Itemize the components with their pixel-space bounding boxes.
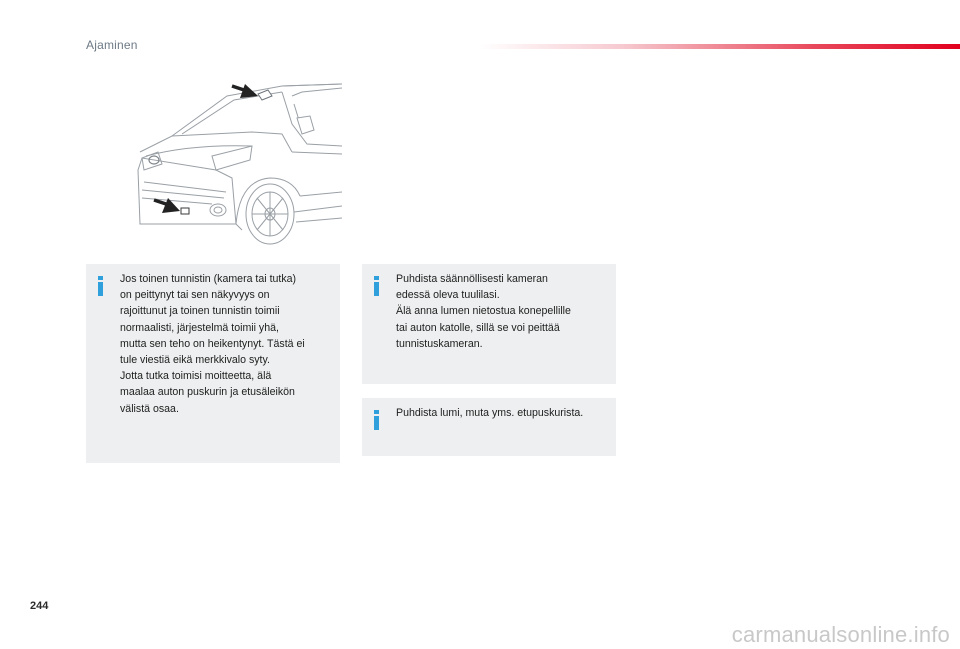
info-box-sensor-obstruction xyxy=(86,264,340,463)
text-line: maalaa auton puskurin ja etusäleikön xyxy=(120,386,295,399)
text-line: tunnistuskameran. xyxy=(396,337,483,350)
text-line: välistä osaa. xyxy=(120,402,179,415)
info-icon xyxy=(373,410,381,430)
info-box-bumper-cleaning xyxy=(362,398,616,456)
info-box-windshield-cleaning xyxy=(362,264,616,384)
section-title: Ajaminen xyxy=(86,38,138,52)
text-line: normaalisti, järjestelmä toimii yhä, xyxy=(120,321,279,334)
header-accent-bar xyxy=(480,44,960,49)
info-text xyxy=(396,271,571,352)
watermark: carmanualsonline.info xyxy=(731,622,950,647)
info-text xyxy=(120,271,305,417)
page-number: 244 xyxy=(30,600,49,612)
text-line: Jos toinen tunnistin (kamera tai tutka) xyxy=(120,273,297,285)
text-line: rajoittunut ja toinen tunnistin toimii xyxy=(120,305,280,318)
text-line: Jotta tutka toimisi moitteetta, älä xyxy=(120,370,272,383)
text-line: edessä oleva tuulilasi. xyxy=(396,289,500,302)
text-line: mutta sen teho on heikentynyt. Tästä ei xyxy=(120,337,305,350)
info-text xyxy=(396,405,583,421)
info-icon xyxy=(97,276,105,296)
text-line: tai auton katolle, sillä se voi peittää xyxy=(396,321,560,334)
text-line: Älä anna lumen nietostua konepellille xyxy=(396,305,571,318)
text-line: Puhdista säännöllisesti kameran xyxy=(396,273,548,285)
text-line: Puhdista lumi, muta yms. etupuskurista. xyxy=(396,407,584,419)
vehicle-illustration xyxy=(132,74,342,249)
text-line: on peittynyt tai sen näkyvyys on xyxy=(120,289,270,302)
info-icon xyxy=(373,276,381,296)
text-line: tule viestiä eikä merkkivalo syty. xyxy=(120,354,270,367)
